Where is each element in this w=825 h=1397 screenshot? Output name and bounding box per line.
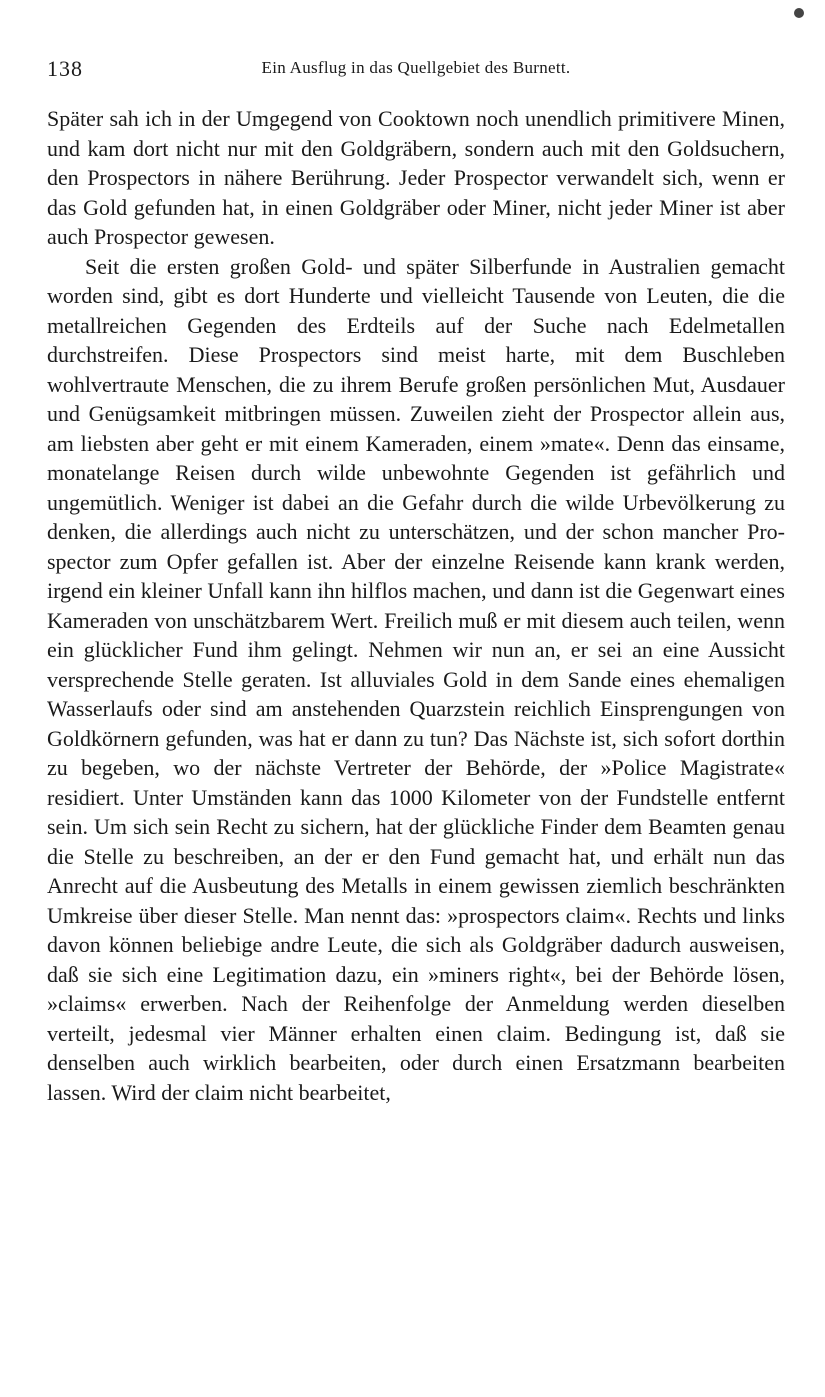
paragraph-2: Seit die ersten großen Gold- und später Silberfunde in Australien gemacht worden sind, gibt es dort Hunderte und vielleicht Tausende von Leuten, die die metallreichen Gegenden des Erdteils auf der Suche nach Edelmetallen durchstreifen. Diese Prospectors sind meist harte, mit dem Buschleben wohlvertraute Menschen, die zu ihrem Berufe großen persönlichen Mut, Ausdauer und Genügsamkeit mitbringen müssen. Zuweilen zieht der Prospector allein aus, am liebsten aber geht er mit einem Kameraden, einem »mate«. Denn das einsame, monatelange Reisen durch wilde unbewohnte Gegenden ist gefährlich und ungemütlich. Weniger ist dabei an die Gefahr durch die wilde Urbevölkerung zu denken, die allerdings auch nicht zu unterschätzen, und der schon mancher Prospector zum Opfer gefallen ist. Aber der einzelne Reisende kann krank werden, irgend ein kleiner Unfall kann ihn hilflos machen, und dann ist die Gegenwart eines Kameraden von unschätzbarem Wert. Freilich muß er mit diesem auch teilen, wenn ein glücklicher Fund ihm gelingt. Nehmen wir nun an, er sei an eine Aussicht versprechende Stelle geraten. Ist alluviales Gold in dem Sande eines ehemaligen Wasserlaufs oder sind am anstehenden Quarzstein reichlich Einsprengungen von Goldkörnern gefunden, was hat er dann zu tun? Das Nächste ist, sich sofort dorthin zu begeben, wo der nächste Vertreter der Behörde, der »Police Magistrate« residiert. Unter Umständen kann das 1000 Kilometer von der Fundstelle entfernt sein. Um sich sein Recht zu sichern, hat der glückliche Finder dem Beamten genau die Stelle zu beschreiben, an der er den Fund gemacht hat, und erhält nun das Anrecht auf die Ausbeutung des Metalls in einem gewissen ziemlich beschränkten Umkreise über dieser Stelle. Man nennt das: »prospectors claim«. Rechts und links davon können beliebige andre Leute, die sich als Goldgräber dadurch ausweisen, daß sie sich eine Legitimation dazu, ein »miners right«, bei der Behörde lösen, »claims« erwerben. Nach der Reihenfolge der Anmeldung werden dieselben verteilt, jedesmal vier Männer erhalten einen claim. Bedingung ist, daß sie denselben auch wirklich bearbeiten, oder durch einen Ersatzmann bearbeiten lassen. Wird der claim nicht bearbeitet,: [47, 253, 785, 1105]
ink-dot: [794, 8, 804, 18]
body-text: [47, 104, 785, 1107]
paragraph-1: Später sah ich in der Umgegend von Cooktown noch unendlich primitivere Minen, und kam dort nicht nur mit den Goldgräbern, sondern auch mit den Goldsuchern, den Prospectors in nähere Berührung. Jeder Prospector verwandelt sich, wenn er das Gold gefunden hat, in einen Goldgräber oder Miner, nicht jeder Miner ist aber auch Prospector gewesen.: [47, 106, 785, 249]
book-page: [47, 56, 785, 1107]
running-title: Ein Ausflug in das Quellgebiet des Burnett.: [261, 58, 571, 77]
running-head: [47, 56, 785, 86]
page-number: 138: [47, 56, 83, 81]
